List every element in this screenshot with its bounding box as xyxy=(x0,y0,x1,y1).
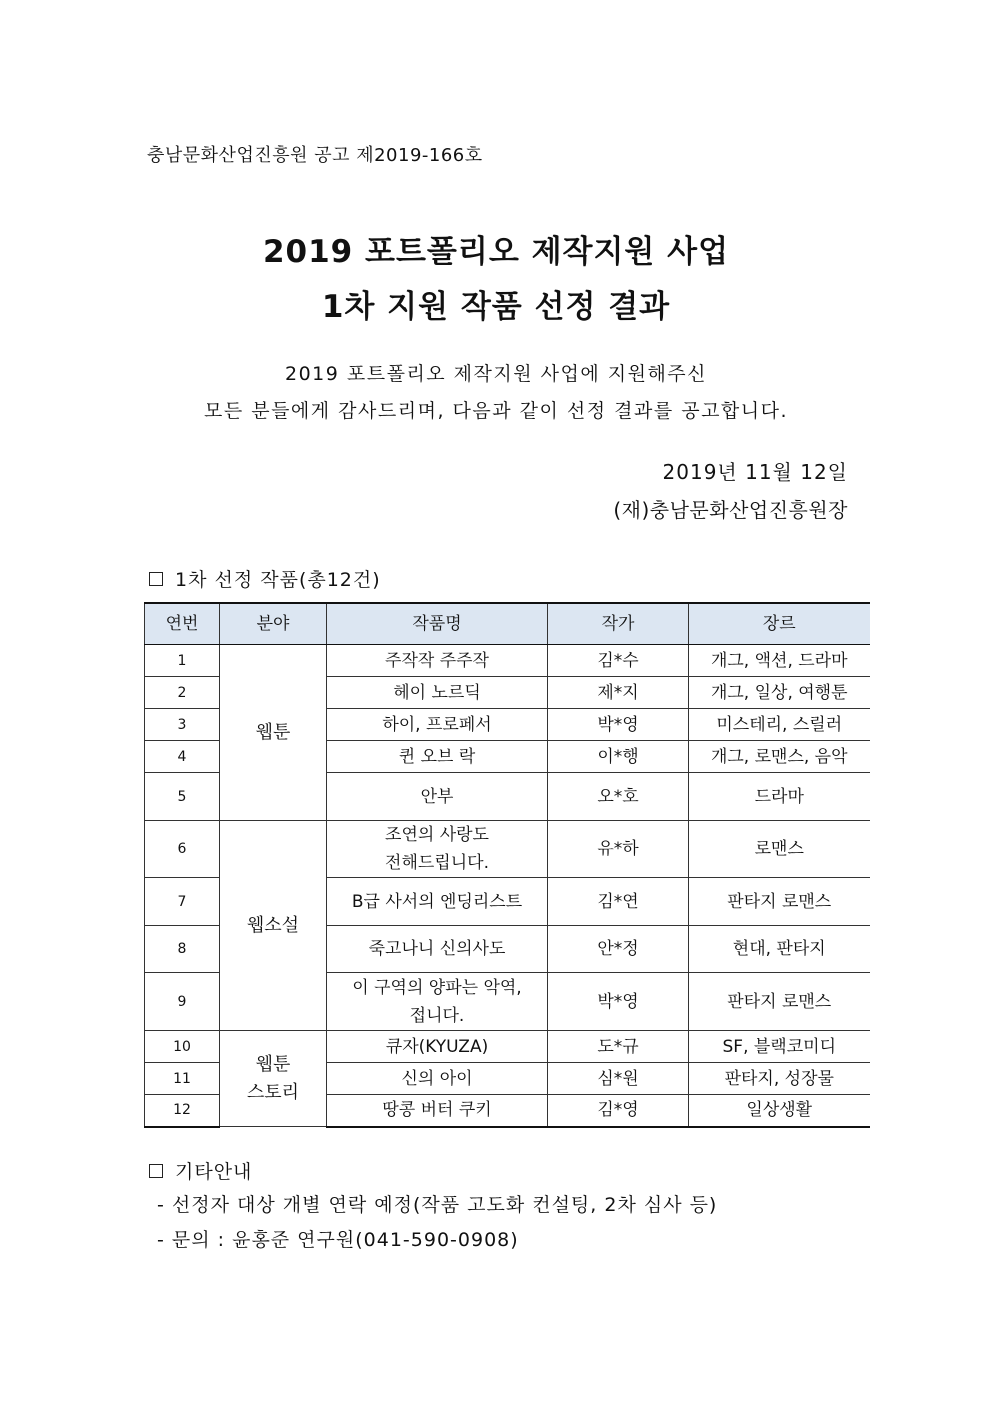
row-no: 10 xyxy=(145,1031,220,1063)
field-line: 웹툰 xyxy=(255,1053,291,1075)
field-cell: 웹툰 xyxy=(220,645,327,821)
title-line-1: 2019 포트폴리오 제작지원 사업 xyxy=(262,234,730,270)
work-title-line: 이 구역의 양파는 악역, xyxy=(352,977,522,998)
section-other-label: 기타안내 xyxy=(175,1161,253,1183)
work-title: 큐자(KYUZA) xyxy=(327,1031,548,1063)
header-title: 작품명 xyxy=(327,603,548,645)
notice-number: 충남문화산업진흥원 공고 제2019-166호 xyxy=(147,145,483,166)
genre: 개그, 액션, 드라마 xyxy=(689,645,870,677)
genre: 판타지 로맨스 xyxy=(689,878,870,926)
field-line: 스토리 xyxy=(246,1081,300,1103)
genre: SF, 블랙코미디 xyxy=(689,1031,870,1063)
table-row xyxy=(145,645,870,677)
author: 안*정 xyxy=(548,926,689,973)
work-title xyxy=(327,821,548,878)
work-title-line: 접니다. xyxy=(409,1005,465,1026)
work-title: 죽고나니 신의사도 xyxy=(327,926,548,973)
table-row xyxy=(145,1031,870,1063)
row-no: 5 xyxy=(145,773,220,821)
table-row xyxy=(145,821,870,878)
author: 박*영 xyxy=(548,709,689,741)
genre: 현대, 판타지 xyxy=(689,926,870,973)
row-no: 4 xyxy=(145,741,220,773)
table-header-row xyxy=(145,603,870,645)
work-title: 안부 xyxy=(327,773,548,821)
header-author: 작가 xyxy=(548,603,689,645)
header-genre: 장르 xyxy=(689,603,870,645)
section-selected-works xyxy=(149,565,381,592)
work-title: 신의 아이 xyxy=(327,1063,548,1095)
author: 도*규 xyxy=(548,1031,689,1063)
row-no: 7 xyxy=(145,878,220,926)
section-selected-label: 1차 선정 작품(총12건) xyxy=(175,569,381,591)
field-cell: 웹소설 xyxy=(220,821,327,1031)
row-no: 2 xyxy=(145,677,220,709)
work-title: 퀸 오브 락 xyxy=(327,741,548,773)
row-no: 1 xyxy=(145,645,220,677)
work-title: 하이, 프로페서 xyxy=(327,709,548,741)
row-no: 9 xyxy=(145,973,220,1031)
note-contact-plan: - 선정자 대상 개별 연락 예정(작품 고도화 컨설팅, 2차 심사 등) xyxy=(157,1194,718,1216)
checkbox-square-icon xyxy=(149,1164,163,1178)
genre: 개그, 로맨스, 음악 xyxy=(689,741,870,773)
checkbox-square-icon xyxy=(149,572,163,586)
genre: 판타지 로맨스 xyxy=(689,973,870,1031)
section-other-info xyxy=(149,1157,252,1184)
row-no: 3 xyxy=(145,709,220,741)
genre: 판타지, 성장물 xyxy=(689,1063,870,1095)
genre: 미스테리, 스릴러 xyxy=(689,709,870,741)
note-inquiry: - 문의 : 윤홍준 연구원(041-590-0908) xyxy=(157,1229,519,1251)
header-field: 분야 xyxy=(220,603,327,645)
author: 유*하 xyxy=(548,821,689,878)
work-title: 주작작 주주작 xyxy=(327,645,548,677)
author: 이*행 xyxy=(548,741,689,773)
field-cell xyxy=(220,1031,327,1127)
results-table xyxy=(144,602,870,1128)
author: 김*수 xyxy=(548,645,689,677)
announcement-date: 2019년 11월 12일 xyxy=(662,460,848,484)
row-no: 12 xyxy=(145,1095,220,1127)
work-title: 땅콩 버터 쿠키 xyxy=(327,1095,548,1127)
header-no: 연번 xyxy=(145,603,220,645)
intro-line-2: 모든 분들에게 감사드리며, 다음과 같이 선정 결과를 공고합니다. xyxy=(203,400,789,422)
work-title-line: 조연의 사랑도 xyxy=(385,825,489,845)
genre: 개그, 일상, 여행툰 xyxy=(689,677,870,709)
author: 오*호 xyxy=(548,773,689,821)
author: 김*연 xyxy=(548,878,689,926)
title-line-2: 1차 지원 작품 선정 결과 xyxy=(321,289,671,325)
author: 심*원 xyxy=(548,1063,689,1095)
row-no: 6 xyxy=(145,821,220,878)
genre: 로맨스 xyxy=(689,821,870,878)
row-no: 11 xyxy=(145,1063,220,1095)
work-title-line: 전해드립니다. xyxy=(385,853,489,873)
intro-line-1: 2019 포트폴리오 제작지원 사업에 지원해주신 xyxy=(284,363,708,385)
author: 제*지 xyxy=(548,677,689,709)
author: 박*영 xyxy=(548,973,689,1031)
author: 김*영 xyxy=(548,1095,689,1127)
work-title: 헤이 노르딕 xyxy=(327,677,548,709)
genre: 일상생활 xyxy=(689,1095,870,1127)
organization-name: (재)충남문화산업진흥원장 xyxy=(613,498,848,522)
work-title: B급 사서의 엔딩리스트 xyxy=(327,878,548,926)
work-title xyxy=(327,973,548,1031)
row-no: 8 xyxy=(145,926,220,973)
genre: 드라마 xyxy=(689,773,870,821)
